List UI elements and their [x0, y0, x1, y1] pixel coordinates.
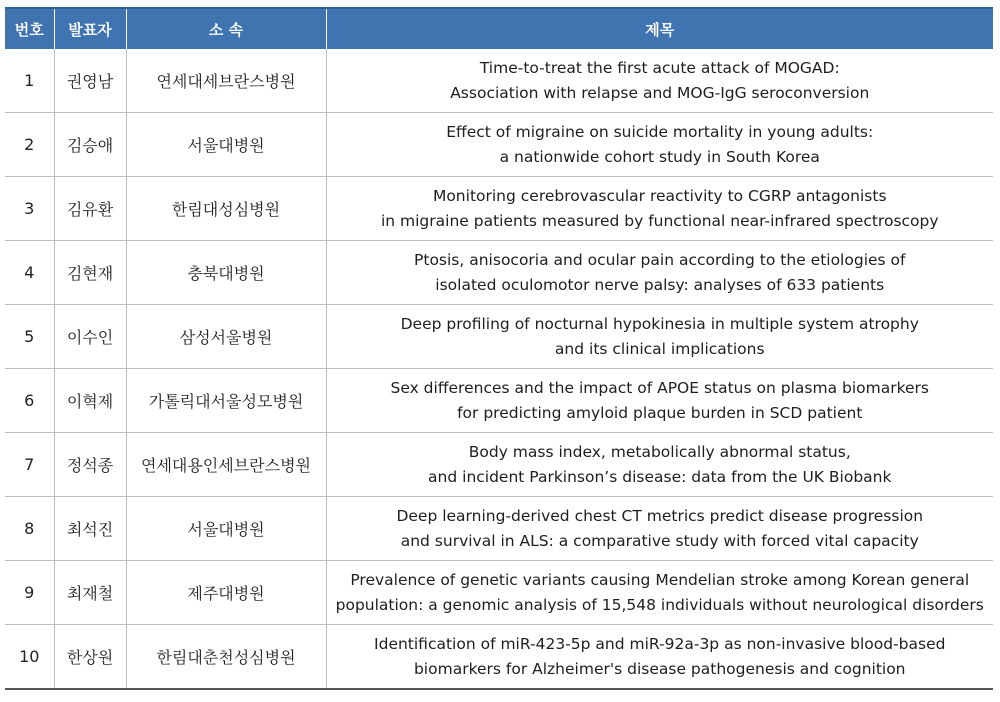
header-row — [5, 8, 993, 49]
table-row — [5, 177, 993, 241]
header-affiliation: 소 속 — [126, 8, 326, 49]
title-line: Prevalence of genetic variants causing Mendelian stroke among Korean general — [350, 570, 970, 589]
title-line: Deep profiling of nocturnal hypokinesia in multiple system atrophy — [400, 314, 919, 333]
cell-number: 6 — [5, 369, 54, 433]
cell-presenter: 한상원 — [54, 625, 126, 690]
title-line: and incident Parkinson’s disease: data from the UK Biobank — [428, 467, 892, 486]
cell-presenter: 김유환 — [54, 177, 126, 241]
cell-title — [326, 241, 993, 305]
cell-number: 1 — [5, 49, 54, 113]
table-row — [5, 241, 993, 305]
header-number: 번호 — [5, 8, 54, 49]
cell-number: 2 — [5, 113, 54, 177]
cell-affiliation: 삼성서울병원 — [126, 305, 326, 369]
title-line: Body mass index, metabolically abnormal status, — [468, 442, 851, 461]
cell-title — [326, 497, 993, 561]
cell-presenter: 이혁제 — [54, 369, 126, 433]
table-row — [5, 433, 993, 497]
cell-presenter: 정석종 — [54, 433, 126, 497]
title-line: in migraine patients measured by functional near-infrared spectroscopy — [380, 211, 939, 230]
cell-number: 9 — [5, 561, 54, 625]
header-title: 제목 — [326, 8, 993, 49]
cell-affiliation: 연세대용인세브란스병원 — [126, 433, 326, 497]
cell-title — [326, 433, 993, 497]
cell-affiliation: 연세대세브란스병원 — [126, 49, 326, 113]
table-body — [5, 49, 993, 689]
title-line: for predicting amyloid plaque burden in SCD patient — [457, 403, 863, 422]
title-line: Monitoring cerebrovascular reactivity to CGRP antagonists — [432, 186, 887, 205]
cell-presenter: 최석진 — [54, 497, 126, 561]
cell-affiliation: 한림대성심병원 — [126, 177, 326, 241]
cell-affiliation: 가톨릭대서울성모병원 — [126, 369, 326, 433]
title-line: Sex differences and the impact of APOE status on plasma biomarkers — [390, 378, 929, 397]
cell-number: 8 — [5, 497, 54, 561]
title-line: a nationwide cohort study in South Korea — [499, 147, 820, 166]
title-line: isolated oculomotor nerve palsy: analyses of 633 patients — [435, 275, 885, 294]
cell-title — [326, 561, 993, 625]
cell-affiliation: 제주대병원 — [126, 561, 326, 625]
cell-title — [326, 177, 993, 241]
cell-number: 10 — [5, 625, 54, 690]
header-presenter: 발표자 — [54, 8, 126, 49]
table-row — [5, 305, 993, 369]
table-row — [5, 113, 993, 177]
cell-presenter: 김승애 — [54, 113, 126, 177]
cell-presenter: 김현재 — [54, 241, 126, 305]
title-line: biomarkers for Alzheimer's disease pathogenesis and cognition — [413, 659, 906, 678]
table-row — [5, 561, 993, 625]
cell-affiliation: 서울대병원 — [126, 113, 326, 177]
table-row — [5, 49, 993, 113]
cell-title — [326, 625, 993, 690]
title-line: Identification of miR-423-5p and miR-92a-3p as non-invasive blood-based — [374, 634, 946, 653]
table-header — [5, 8, 993, 49]
cell-affiliation: 한림대춘천성심병원 — [126, 625, 326, 690]
table-row — [5, 497, 993, 561]
cell-number: 7 — [5, 433, 54, 497]
title-line: Deep learning-derived chest CT metrics predict disease progression — [396, 506, 924, 525]
title-line: Ptosis, anisocoria and ocular pain according to the etiologies of — [414, 250, 906, 269]
cell-title — [326, 369, 993, 433]
presentations-table — [5, 7, 993, 690]
title-line: and its clinical implications — [554, 339, 765, 358]
title-line: Time-to-treat the first acute attack of MOGAD: — [479, 58, 840, 77]
cell-affiliation: 서울대병원 — [126, 497, 326, 561]
table-row — [5, 625, 993, 690]
cell-number: 3 — [5, 177, 54, 241]
cell-title — [326, 113, 993, 177]
title-line: Association with relapse and MOG-IgG seroconversion — [450, 83, 870, 102]
title-line: population: a genomic analysis of 15,548 individuals without neurological disorders — [335, 595, 984, 614]
title-line: Effect of migraine on suicide mortality in young adults: — [446, 122, 874, 141]
title-line: and survival in ALS: a comparative study with forced vital capacity — [400, 531, 919, 550]
cell-affiliation: 충북대병원 — [126, 241, 326, 305]
cell-presenter: 권영남 — [54, 49, 126, 113]
table-row — [5, 369, 993, 433]
cell-number: 4 — [5, 241, 54, 305]
cell-presenter: 이수인 — [54, 305, 126, 369]
cell-title — [326, 305, 993, 369]
cell-title — [326, 49, 993, 113]
cell-number: 5 — [5, 305, 54, 369]
cell-presenter: 최재철 — [54, 561, 126, 625]
